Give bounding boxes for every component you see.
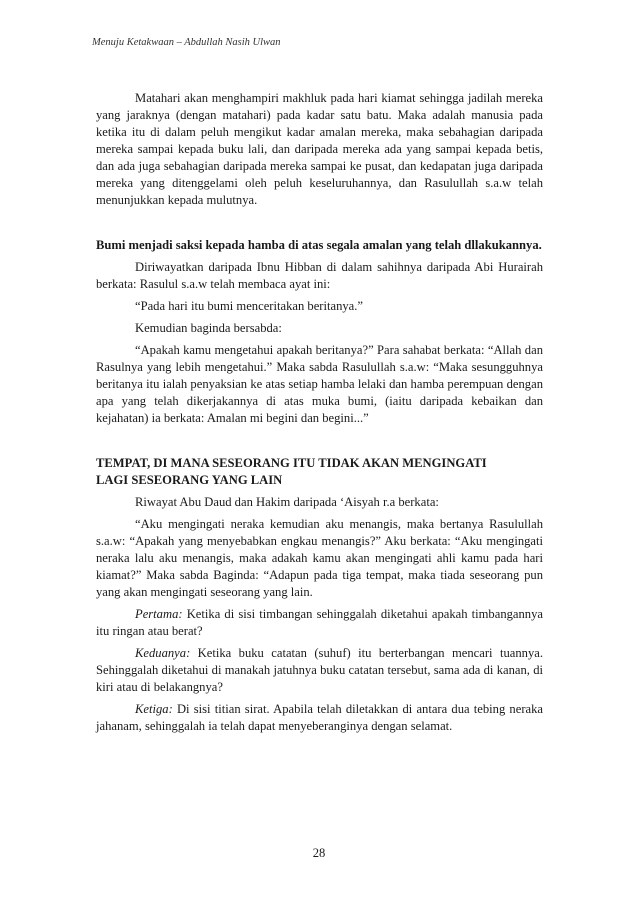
paragraph-hadith-news: “Apakah kamu mengetahui apakah beritanya?” Para sahabat berkata: “Allah dan Rasulnya yang lebih mengetahui.” Maka sabda Rasulullah s.a.w: “Maka sesungguhnya beritanya itu ialah penyaksian ke atas setiap hamba lelaki dan hamba perempuan dengan apa yang telah dikerjakannya di atas muka bumi, (iaitu daripada kebaikan dan kejahatan) ia berkata: Amalan mi begini dan begini...” (96, 343, 543, 425)
label-first: Pertama: (135, 607, 183, 621)
label-second: Keduanya: (135, 646, 191, 660)
paragraph-first-place (96, 606, 543, 640)
paragraph-third-place (96, 701, 543, 735)
paragraph-ibnu-hibban: Diriwayatkan daripada Ibnu Hibban di dalam sahihnya daripada Abi Hurairah berkata: Rasulul s.a.w telah membaca ayat ini: (96, 260, 543, 291)
heading-line-1: TEMPAT, DI MANA SESEORANG ITU TIDAK AKAN MENGINGATI (96, 456, 487, 470)
heading-line-2: LAGI SESEORANG YANG LAIN (96, 473, 283, 487)
paragraph-abu-daud: Riwayat Abu Daud dan Hakim daripada ‘Aisyah r.a berkata: (135, 495, 439, 509)
page-number: 28 (312, 846, 326, 860)
quote-verse: “Pada hari itu bumi menceritakan beritanya.” (135, 299, 363, 313)
section-heading-places (96, 455, 543, 489)
paragraph-sun: Matahari akan menghampiri makhluk pada hari kiamat sehingga jadilah mereka yang jaraknya (dengan matahari) pada kadar satu batu. Maka adalah manusia pada ketika itu di dalam peluh mengikut kadar amalan mereka, maka sebahagian daripada mereka sampai kepada buku lali, dan daripada mereka ada yang sampai kepada betis, dan ada juga sebahagian daripada mereka sampai ke pusat, dan kedapatan juga daripada mereka yang ditenggelami oleh peluh keseluruhannya, dan Rasulullah s.a.w telah menunjukkan kepada mulutnya. (96, 91, 543, 207)
paragraph-then-said: Kemudian baginda bersabda: (135, 321, 282, 335)
paragraph-aisyah-hadith: “Aku mengingati neraka kemudian aku menangis, maka bertanya Rasulullah s.a.w: “Apakah yang menyebabkan engkau menangis?” Aku berkata: “Aku mengingati neraka lalu aku menangis, maka adakah kamu akan mengingati ahli kamu pada hari kiamat?” Maka sabda Baginda: “Adapun pada tiga tempat, maka tiada seseorang pun yang akan mengingati seseorang yang lain. (96, 517, 543, 599)
label-third: Ketiga: (135, 702, 173, 716)
section-heading-earth-witness: Bumi menjadi saksi kepada hamba di atas segala amalan yang telah dllakukannya. (96, 238, 542, 252)
text-first: Ketika di sisi timbangan sehinggalah diketahui apakah timbangannya itu ringan atau berat? (96, 607, 543, 638)
text-second: Ketika buku catatan (suhuf) itu berterbangan mencari tuannya. Sehinggalah diketahui di manakah jatuhnya buku catatan tersebut, sama ada di kanan, di kiri atau di belakangnya? (96, 646, 543, 694)
page-body (96, 90, 543, 735)
running-header: Menuju Ketakwaan – Abdullah Nasih Ulwan (92, 37, 281, 48)
text-third: Di sisi titian sirat. Apabila telah diletakkan di antara dua tebing neraka jahanam, sehinggalah ia telah dapat menyeberanginya dengan selamat. (96, 702, 543, 733)
paragraph-second-place (96, 645, 543, 696)
